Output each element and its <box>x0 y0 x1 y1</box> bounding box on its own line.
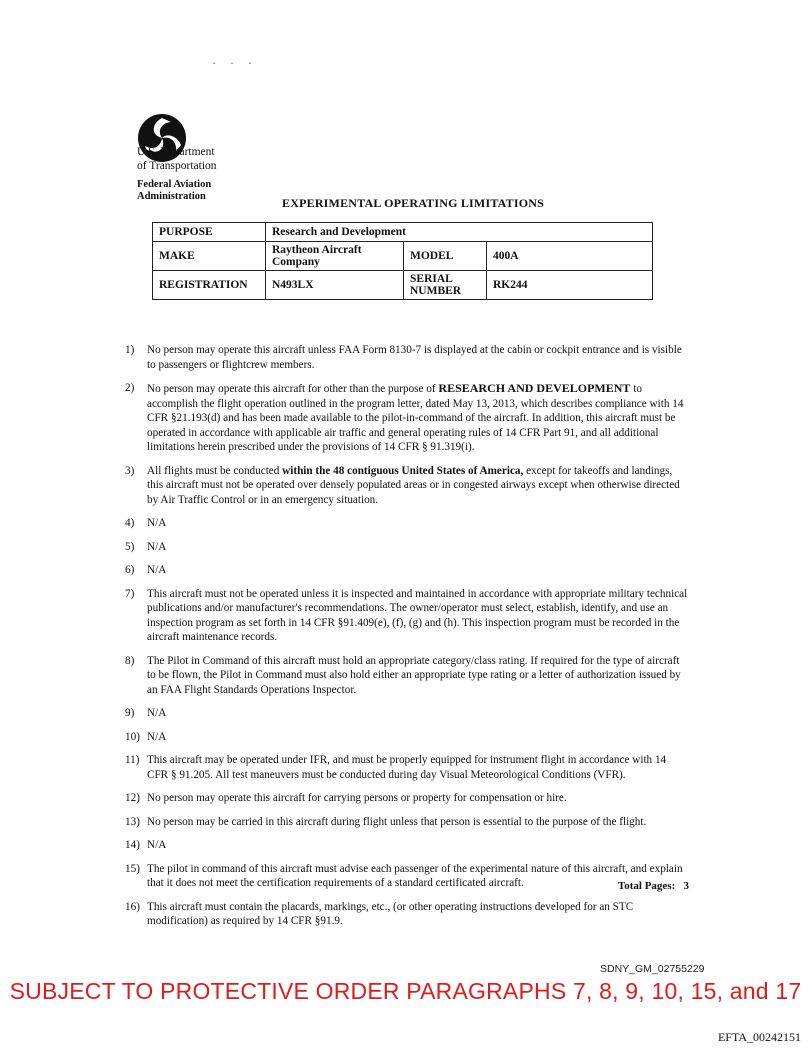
item-number: 8) <box>125 654 135 667</box>
item-number: 7) <box>125 587 135 600</box>
item-number: 16) <box>125 900 140 913</box>
agency-block <box>137 145 217 203</box>
item-number: 4) <box>125 517 135 529</box>
model-label: MODEL <box>404 242 487 271</box>
table-row <box>153 242 653 271</box>
scan-specks: ··· <box>212 56 266 70</box>
item-number: 3) <box>125 464 135 477</box>
item-number: 14) <box>125 839 140 851</box>
item-text: No person may operate this aircraft unless FAA Form 8130-7 is displayed at the cabin or cockpit entrance and is visible to passengers or flightcrew members. <box>147 344 682 371</box>
item-number: 11) <box>125 754 140 766</box>
item-text-pre: No person may operate this aircraft for other than the purpose of <box>147 383 439 395</box>
agency-sub-line-1: Federal Aviation <box>137 179 212 190</box>
list-item <box>125 516 690 531</box>
protective-order-banner: SUBJECT TO PROTECTIVE ORDER PARAGRAPHS 7, 8, 9, 10, 15, and 17 <box>9 978 802 1004</box>
list-item <box>125 563 690 578</box>
item-text: N/A <box>147 839 167 851</box>
item-number: 13) <box>125 815 140 828</box>
aircraft-info-table <box>152 222 653 300</box>
item-text: No person may operate this aircraft for carrying persons or property for compensation or hire. <box>147 792 567 804</box>
list-item <box>125 862 690 891</box>
item-text <box>147 381 690 455</box>
document-title: EXPERIMENTAL OPERATING LIMITATIONS <box>282 196 544 210</box>
item-text-pre: All flights must be conducted <box>147 464 283 477</box>
item-text: N/A <box>147 564 167 576</box>
make-label: MAKE <box>153 242 266 271</box>
item-number: 1) <box>125 344 135 356</box>
agency-sub-line-2: Administration <box>137 191 206 202</box>
serial-label: SERIAL NUMBER <box>404 271 487 300</box>
item-text <box>147 464 690 508</box>
item-number: 12) <box>125 792 140 804</box>
purpose-label: PURPOSE <box>153 223 266 242</box>
serial-value: RK244 <box>487 271 653 300</box>
item-text: N/A <box>147 707 167 719</box>
item-text: N/A <box>147 517 167 529</box>
agency-line-2: of Transportation <box>137 160 217 172</box>
registration-label: REGISTRATION <box>153 271 266 300</box>
list-item <box>125 815 690 830</box>
list-item <box>125 900 690 929</box>
table-row <box>153 223 653 242</box>
total-pages: Total Pages: 3 <box>617 880 689 892</box>
make-value: Raytheon Aircraft Company <box>266 242 404 271</box>
item-text-bold: RESEARCH AND DEVELOPMENT <box>438 381 631 395</box>
item-number: 10) <box>125 730 140 743</box>
list-item <box>125 464 690 508</box>
list-item <box>125 706 690 721</box>
limitations-list <box>125 343 690 938</box>
list-item <box>125 791 690 806</box>
item-number: 2) <box>125 382 135 394</box>
item-text: The pilot in command of this aircraft must advise each passenger of the experimental nature of this aircraft, and explain that it does not meet the certification requirements of a standard certificated aircraft. <box>147 862 683 889</box>
item-text: No person may be carried in this aircraft during flight unless that person is essential to the purpose of the flight. <box>147 815 647 828</box>
item-text: N/A <box>147 540 167 553</box>
list-item <box>125 730 690 745</box>
bates-number: SDNY_GM_02755229 <box>600 963 705 975</box>
model-value: 400A <box>487 242 653 271</box>
item-number: 6) <box>125 564 135 576</box>
item-text: This aircraft must contain the placards, markings, etc., (or other operating instructions developed for an STC modification) as required by 14 CFR §91.9. <box>147 900 634 927</box>
list-item <box>125 381 690 455</box>
purpose-value: Research and Development <box>266 223 653 242</box>
list-item <box>125 343 690 372</box>
efta-number: EFTA_00242151 <box>717 1030 801 1044</box>
list-item <box>125 540 690 555</box>
item-text-post: except for takeoffs and landings, this aircraft must not be operated over densely populated areas or in congested airways except when otherwise directed by Air Traffic Control or in an emergency situation. <box>147 464 680 506</box>
list-item <box>125 753 690 782</box>
item-text: N/A <box>147 730 167 743</box>
item-text: This aircraft may be operated under IFR, and must be properly equipped for instrument flight in accordance with 14 CFR § 91.205. All test maneuvers must be conducted during day Visual Meteorological Conditions (VFR). <box>147 754 667 781</box>
item-number: 9) <box>125 707 135 719</box>
agency-line-1: U.S. Department <box>137 146 215 158</box>
item-text-post: to accomplish the flight operation outlined in the program letter, dated May 13, 2013, which describes compliance with 14 CFR §21.193(d) and has been made available to the pilot-in-command of the aircraft. In addition, this aircraft must be operated in accordance with applicable air traffic and general operating rules of 14 CFR Part 91, and all additional limitations herein prescribed under the provisions of 14 CFR § 91.319(i). <box>147 383 684 453</box>
registration-value: N493LX <box>266 271 404 300</box>
list-item <box>125 587 690 645</box>
list-item <box>125 838 690 853</box>
item-text: The Pilot in Command of this aircraft must hold an appropriate category/class rating. If required for the type of aircraft to be flown, the Pilot in Command must also hold either an appropriate type rating or a letter of authorization issued by an FAA Flight Standards Operations Inspector. <box>147 654 681 696</box>
item-number: 15) <box>125 862 140 875</box>
list-item <box>125 654 690 698</box>
item-text-bold: within the 48 contiguous United States of America, <box>282 464 524 477</box>
table-row <box>153 271 653 300</box>
item-number: 5) <box>125 540 135 553</box>
item-text: This aircraft must not be operated unless it is inspected and maintained in accordance with appropriate military technical publications and/or manufacturer's recommendations. The owner/operator must select, establish, identify, and use an inspection program as set forth in 14 CFR §91.409(e), (f), (g) and (h). This inspection program must be recorded in the aircraft maintenance records. <box>147 587 688 643</box>
